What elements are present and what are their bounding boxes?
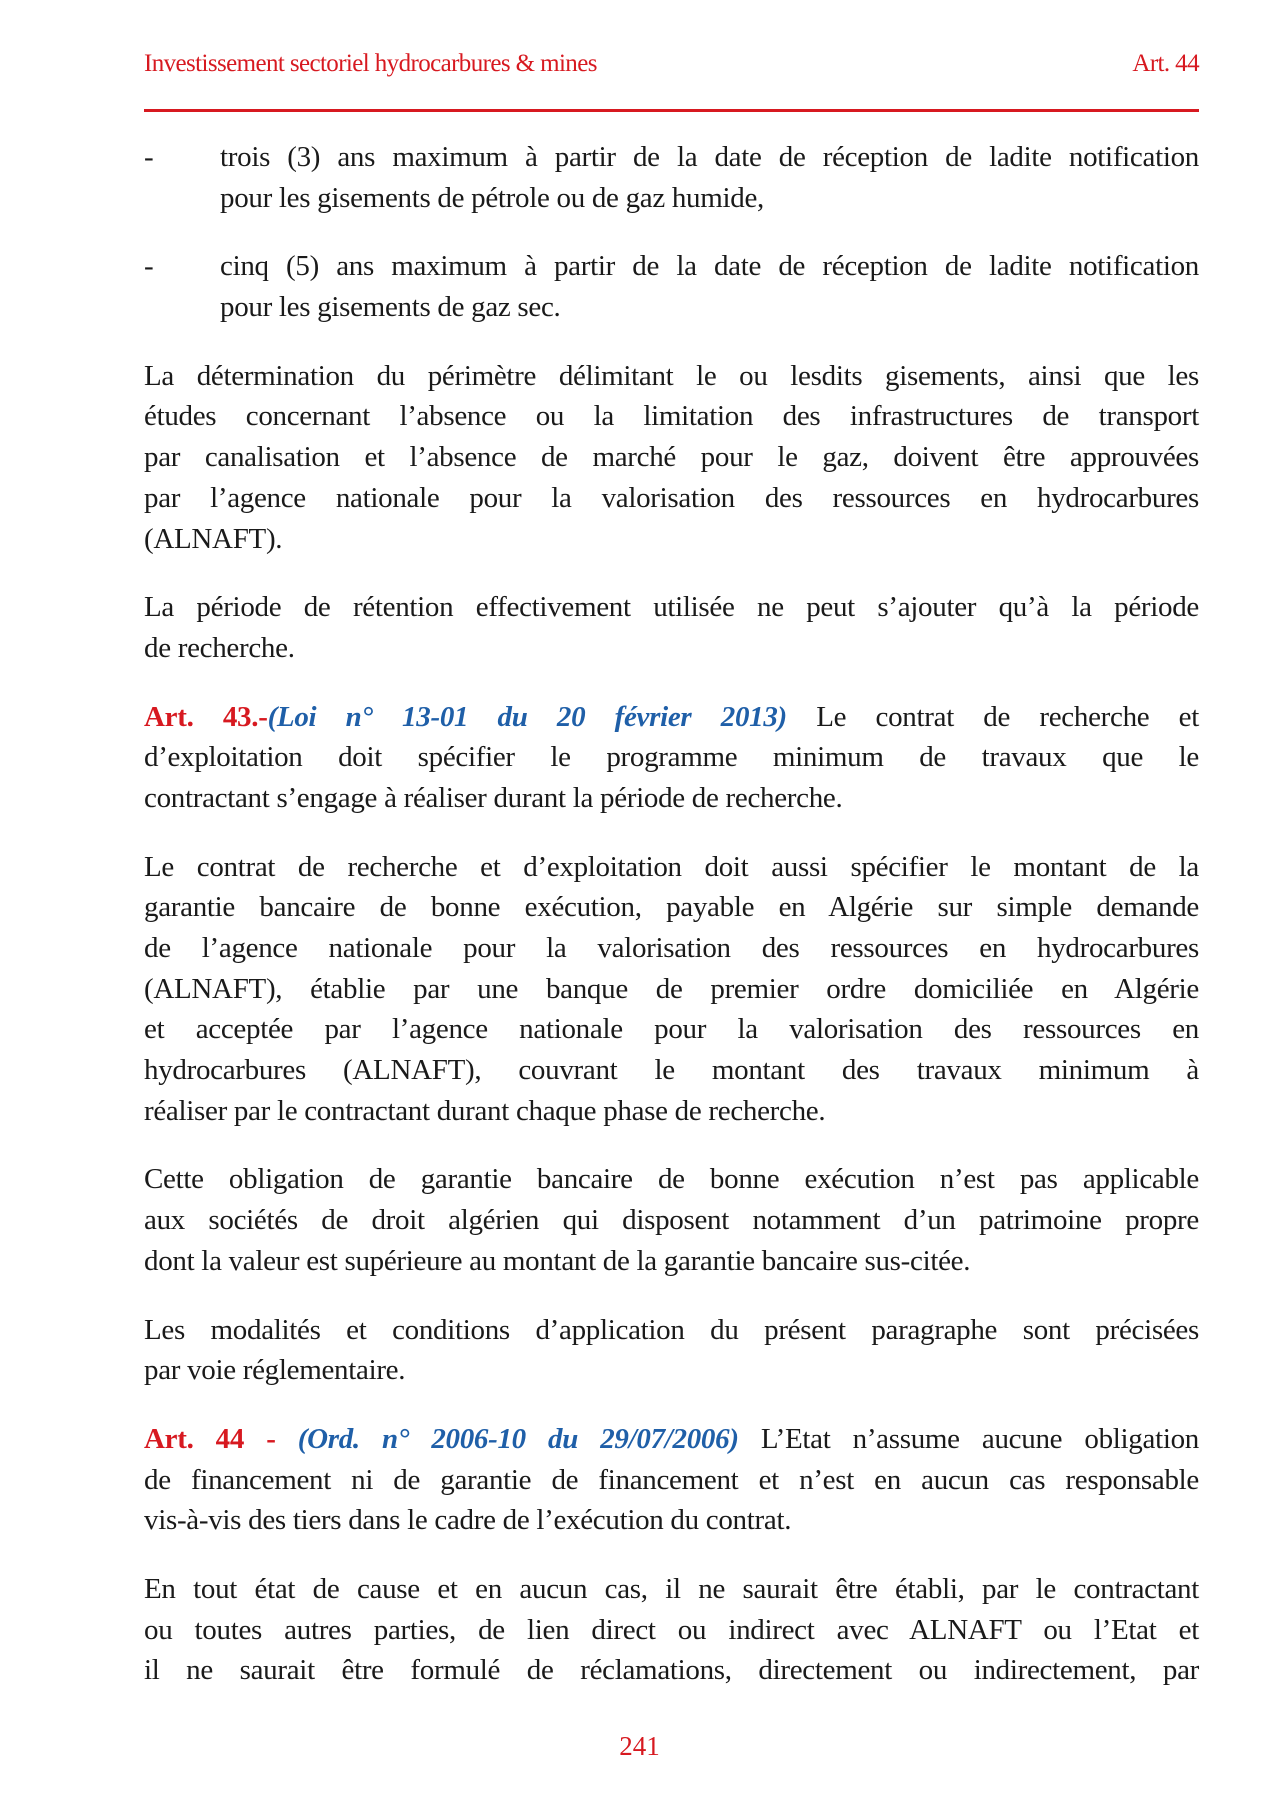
text-line: études concernant l’absence ou la limitation des infrastructures de transport (144, 400, 1199, 433)
text-line: pour les gisements de pétrole ou de gaz humide, (220, 181, 764, 214)
text-line: hydrocarbures (ALNAFT), couvrant le montant des travaux minimum à (144, 1054, 1199, 1087)
text-line: (ALNAFT). (144, 522, 283, 555)
article-paragraph (144, 697, 1199, 819)
bullet-dash: - (144, 141, 154, 173)
bullet-item (144, 246, 1199, 327)
text-line: cinq (5) ans maximum à partir de la date de réception de ladite notification (220, 250, 1199, 283)
text-line: ou toutes autres parties, de lien direct ou indirect avec ALNAFT ou l’Etat et (144, 1613, 1199, 1646)
text-line: vis-à-vis des tiers dans le cadre de l’exécution du contrat. (144, 1504, 792, 1537)
text-line: il ne saurait être formulé de réclamations, directement ou indirectement, par (144, 1654, 1199, 1687)
header-article: Art. 44 (1132, 50, 1199, 77)
text-line: garantie bancaire de bonne exécution, payable en Algérie sur simple demande (144, 891, 1199, 924)
text-line: de l’agence nationale pour la valorisation des ressources en hydrocarbures (144, 932, 1199, 964)
text-line: par voie réglementaire. (144, 1354, 406, 1387)
article-paragraph (144, 1419, 1199, 1541)
text-line: réaliser par le contractant durant chaque phase de recherche. (144, 1094, 826, 1127)
text-line: aux sociétés de droit algérien qui disposent notamment d’un patrimoine propre (144, 1204, 1199, 1237)
paragraph (144, 356, 1199, 559)
paragraph (144, 1159, 1199, 1281)
text-line: par l’agence nationale pour la valorisation des ressources en hydrocarbures (144, 481, 1199, 514)
header-rule (144, 109, 1199, 112)
bullet-item (144, 137, 1199, 218)
text-line (144, 697, 1199, 738)
text-line: contractant s’engage à réaliser durant la période de recherche. (144, 781, 843, 814)
legal-reference: (Ord. n° 2006-10 du 29/07/2006) (297, 1422, 739, 1455)
text-line: de recherche. (144, 631, 295, 664)
text-line: dont la valeur est supérieure au montant de la garantie bancaire sus-citée. (144, 1244, 971, 1277)
article-number: Art. 43.- (144, 700, 268, 733)
article-number: Art. 44 - (144, 1422, 298, 1455)
text-line: pour les gisements de gaz sec. (220, 291, 561, 324)
text-line: par canalisation et l’absence de marché pour le gaz, doivent être approuvées (144, 441, 1199, 474)
text-line: La détermination du périmètre délimitant le ou lesdits gisements, ainsi que les (144, 359, 1199, 392)
legal-reference: (Loi n° 13-01 du 20 février 2013) (267, 700, 787, 733)
text-line: (ALNAFT), établie par une banque de premier ordre domiciliée en Algérie (144, 972, 1199, 1005)
text-line: et acceptée par l’agence nationale pour la valorisation des ressources en (144, 1013, 1199, 1046)
paragraph (144, 847, 1199, 1132)
line-text: Le contrat de recherche et (786, 700, 1199, 733)
bullet-dash: - (144, 250, 154, 283)
text-line: de financement ni de garantie de financement et n’est en aucun cas responsable (144, 1463, 1199, 1496)
text-line: Le contrat de recherche et d’exploitation doit aussi spécifier le montant de la (144, 850, 1199, 883)
page-body (144, 137, 1199, 1719)
text-line (144, 1419, 1199, 1460)
running-header (144, 50, 1199, 78)
paragraph (144, 587, 1199, 668)
header-title: Investissement sectoriel hydrocarbures & mines (144, 50, 597, 77)
page-number: 241 (619, 1731, 660, 1761)
text-line: trois (3) ans maximum à partir de la date de réception de ladite notification (220, 141, 1199, 173)
text-line: Cette obligation de garantie bancaire de bonne exécution n’est pas applicable (144, 1163, 1199, 1196)
text-line: Les modalités et conditions d’application du présent paragraphe sont précisées (144, 1313, 1199, 1346)
paragraph (144, 1310, 1199, 1391)
text-line: d’exploitation doit spécifier le programme minimum de travaux que le (144, 741, 1199, 774)
text-line: En tout état de cause et en aucun cas, il ne saurait être établi, par le contractant (144, 1572, 1199, 1605)
paragraph (144, 1569, 1199, 1691)
text-line: La période de rétention effectivement utilisée ne peut s’ajouter qu’à la période (144, 591, 1199, 624)
line-text: L’Etat n’assume aucune obligation (738, 1422, 1199, 1455)
